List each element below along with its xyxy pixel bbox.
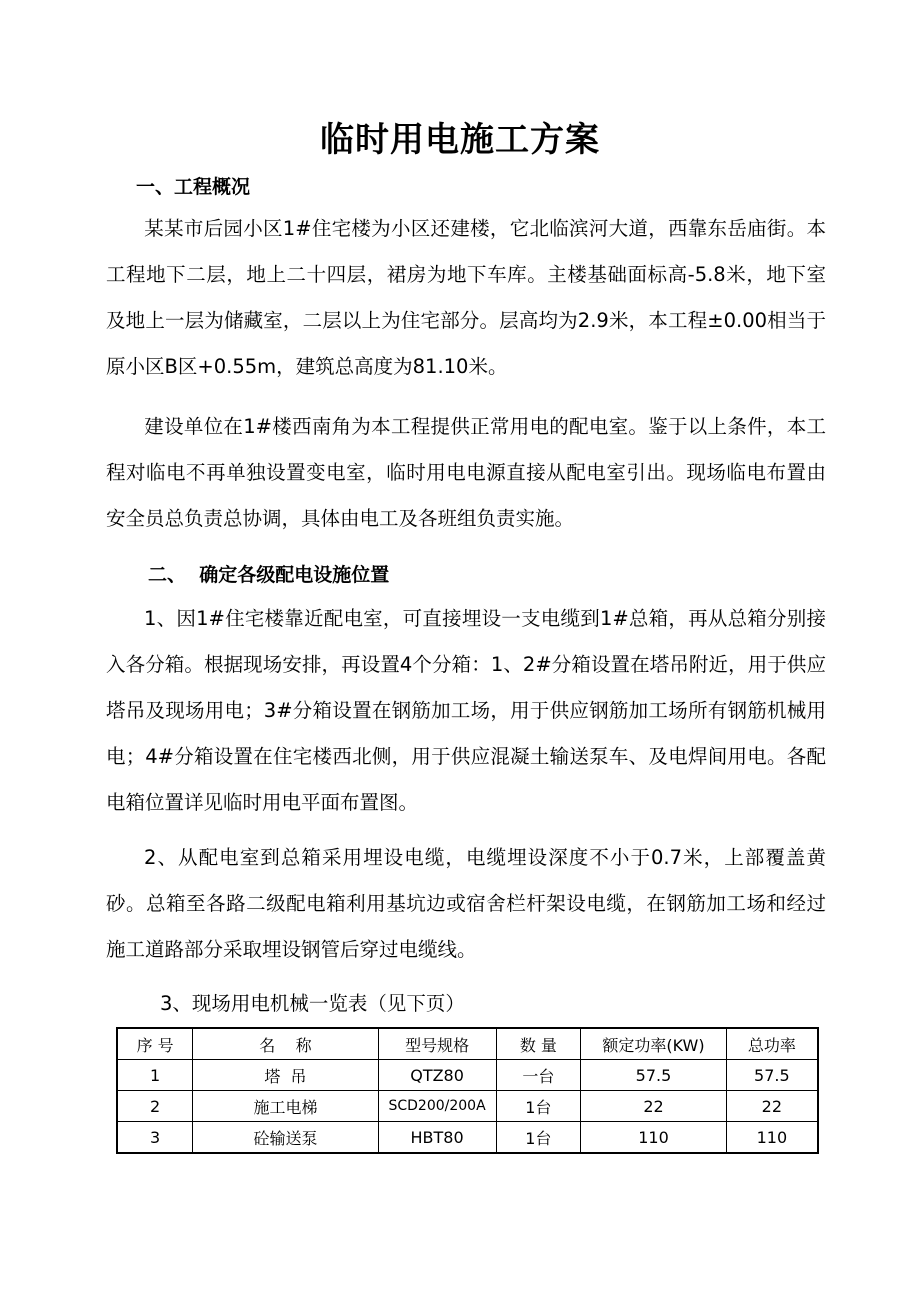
cell-model: QTZ80 [378, 1060, 496, 1091]
cell-name: 施工电梯 [193, 1091, 378, 1122]
cell-index: 2 [117, 1091, 193, 1122]
section-heading-distribution: 二、 确定各级配电设施位置 [148, 564, 390, 586]
cell-name: 砼输送泵 [193, 1122, 378, 1154]
cell-index: 1 [117, 1060, 193, 1091]
section-heading-overview: 一、工程概况 [136, 176, 251, 198]
cell-name: 塔 吊 [193, 1060, 378, 1091]
header-cell-model: 型号规格 [378, 1028, 496, 1060]
overview-paragraph-1: 某某市后园小区1#住宅楼为小区还建楼，它北临滨河大道，西靠东岳庙街。本工程地下二层，地上二十四层，裙房为地下车库。主楼基础面标高-5.8米，地下室及地上一层为储藏室，二层以上为住宅部分。层高均为2.9米，本工程±0.00相当于原小区B区+0.55m，建筑总高度为81.10米。 [106, 217, 826, 378]
cell-quantity: 一台 [496, 1060, 581, 1091]
cell-index: 3 [117, 1122, 193, 1154]
document-title: 临时用电施工方案 [320, 120, 600, 160]
table-row [117, 1091, 818, 1122]
header-cell-quantity: 数 量 [496, 1028, 581, 1060]
table-row [117, 1060, 818, 1091]
header-cell-total-power: 总功率 [726, 1028, 818, 1060]
cell-model: SCD200/200A [378, 1091, 496, 1122]
cell-total-power: 57.5 [726, 1060, 818, 1091]
table-row [117, 1122, 818, 1154]
header-cell-rated-power: 额定功率(KW) [581, 1028, 726, 1060]
equipment-list-caption: 3、现场用电机械一览表（见下页） [160, 992, 465, 1015]
table-header-row [117, 1028, 818, 1060]
cell-total-power: 22 [726, 1091, 818, 1122]
distribution-item-1: 1、因1#住宅楼靠近配电室，可直接埋设一支电缆到1#总箱，再从总箱分别接入各分箱。根据现场安排，再设置4个分箱：1、2#分箱设置在塔吊附近，用于供应塔吊及现场用电；3#分箱设置在钢筋加工场，用于供应钢筋加工场所有钢筋机械用电；4#分箱设置在住宅楼西北侧，用于供应混凝土输送泵车、及电焊间用电。各配电箱位置详见临时用电平面布置图。 [106, 607, 826, 814]
cell-rated-power: 110 [581, 1122, 726, 1154]
overview-paragraph-2: 建设单位在1#楼西南角为本工程提供正常用电的配电室。鉴于以上条件，本工程对临电不再单独设置变电室，临时用电电源直接从配电室引出。现场临电布置由安全员总负责总协调，具体由电工及各班组负责实施。 [106, 415, 826, 530]
cell-total-power: 110 [726, 1122, 818, 1154]
cell-rated-power: 57.5 [581, 1060, 726, 1091]
cell-rated-power: 22 [581, 1091, 726, 1122]
equipment-table [116, 1027, 819, 1154]
cell-model: HBT80 [378, 1122, 496, 1154]
distribution-item-2: 2、从配电室到总箱采用埋设电缆，电缆埋设深度不小于0.7米，上部覆盖黄砂。总箱至各路二级配电箱利用基坑边或宿舍栏杆架设电缆，在钢筋加工场和经过施工道路部分采取埋设钢管后穿过电缆线。 [106, 846, 826, 961]
header-cell-index: 序 号 [117, 1028, 193, 1060]
header-cell-name: 名 称 [193, 1028, 378, 1060]
cell-quantity: 1台 [496, 1091, 581, 1122]
cell-quantity: 1台 [496, 1122, 581, 1154]
